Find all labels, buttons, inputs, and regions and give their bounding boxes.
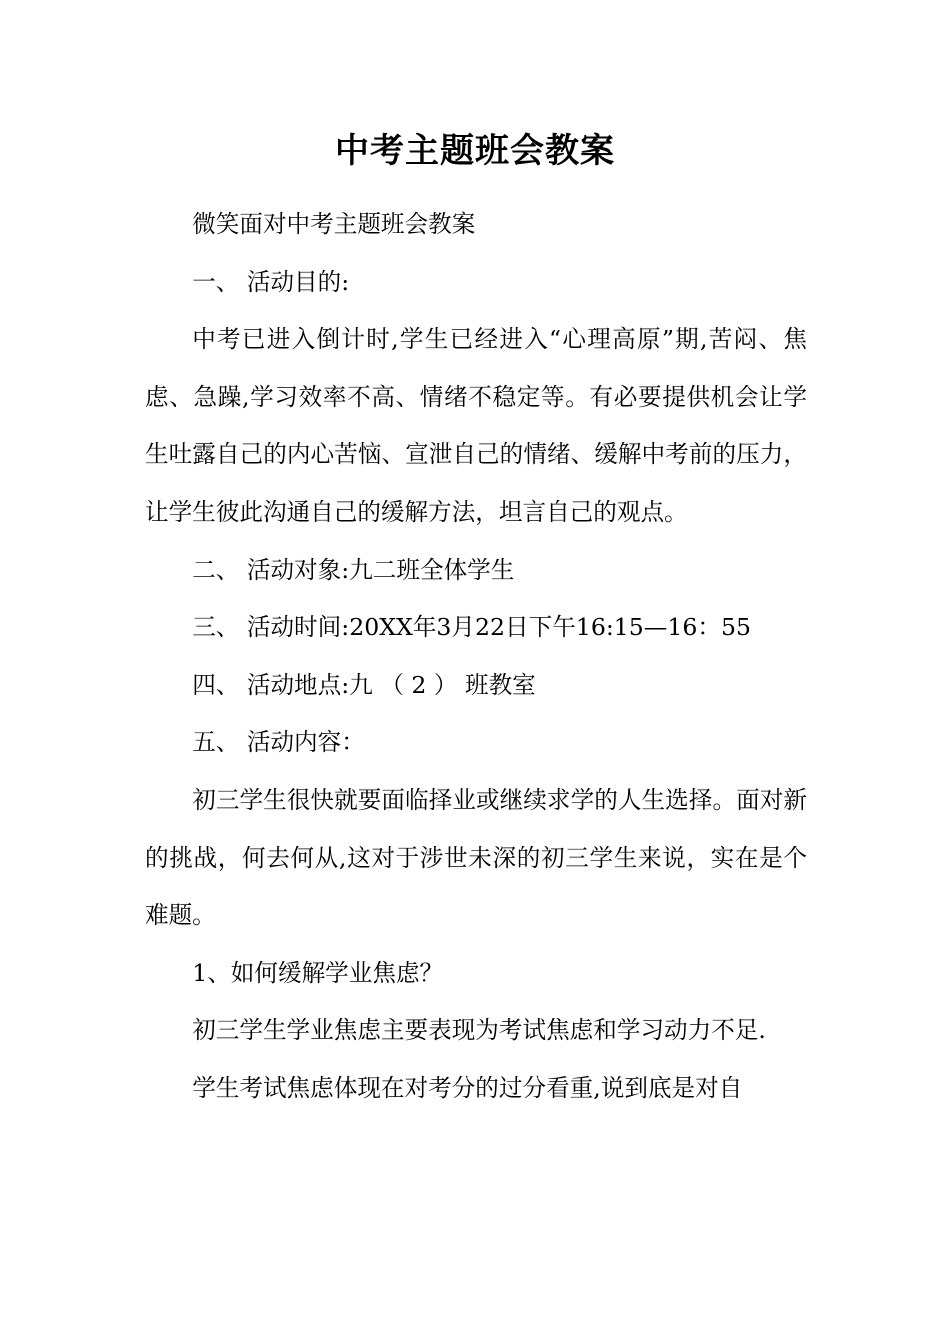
section-heading-purpose: 一、 活动目的: [192,267,350,296]
section-heading-time: 三、 活动时间:20XX年3月22日下午16:15—16：55 [192,613,752,642]
document-body [145,196,807,1118]
subtitle-paragraph: 微笑面对中考主题班会教案 [192,210,476,238]
purpose-paragraph: 中考已进入倒计时,学生已经进入“心理高原”期,苦闷、焦虑、急躁,学习效率不高、情绪不稳定等。有必要提供机会让学生吐露自己的内心苦恼、宣泄自己的情绪、缓解中考前的压力，让学生彼此沟通自己的缓解方法，坦言自己的观点。 [145,325,807,526]
section-heading-audience: 二、 活动对象:九二班全体学生 [192,555,515,584]
content-paragraph: 初三学生很快就要面临择业或继续求学的人生选择。面对新的挑战，何去何从,这对于涉世未深的初三学生来说，实在是个难题。 [145,785,807,930]
exam-anxiety-paragraph: 学生考试焦虑体现在对考分的过分看重,说到底是对自 [192,1073,743,1102]
section-heading-content: 五、 活动内容： [192,728,365,757]
section-heading-location: 四、 活动地点:九 （ 2 ） 班教室 [192,670,536,699]
subheading-anxiety: 1、如何缓解学业焦虑？ [192,958,444,987]
anxiety-paragraph: 初三学生学业焦虑主要表现为考试焦虑和学习动力不足. [192,1016,766,1045]
document-title: 中考主题班会教案 [335,131,615,171]
